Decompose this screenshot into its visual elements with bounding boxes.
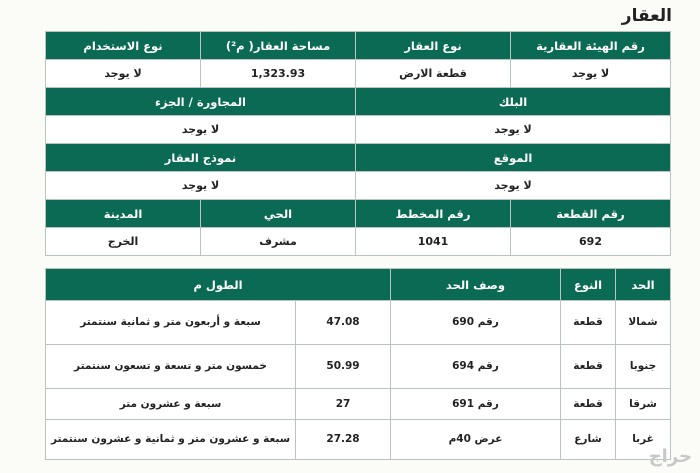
cell-length-text: خمسون متر و تسعة و تسعون سنتمتر bbox=[46, 345, 296, 389]
header-block: البلك bbox=[356, 88, 671, 116]
header-city: المدينة bbox=[46, 200, 201, 228]
value-location: لا يوجد bbox=[356, 172, 671, 200]
value-usage-type: لا يوجد bbox=[46, 60, 201, 88]
header-registry-number: رقم الهيئة العقارية bbox=[511, 32, 671, 60]
value-plot-number: 692 bbox=[511, 228, 671, 256]
cell-type: قطعة bbox=[561, 345, 616, 389]
header-property-model: نموذج العقار bbox=[46, 144, 356, 172]
header-length: الطول م bbox=[46, 269, 391, 301]
value-property-type: قطعة الارض bbox=[356, 60, 511, 88]
cell-side: جنوبا bbox=[616, 345, 671, 389]
watermark-logo: حراج bbox=[648, 446, 692, 467]
header-type: النوع bbox=[561, 269, 616, 301]
cell-length-number: 47.08 bbox=[296, 301, 391, 345]
header-property-area: مساحة العقار( م²) bbox=[201, 32, 356, 60]
cell-description: رقم 694 bbox=[391, 345, 561, 389]
table-row bbox=[46, 420, 671, 460]
header-location: الموقع bbox=[356, 144, 671, 172]
boundaries-table bbox=[45, 268, 671, 460]
value-plan-number: 1041 bbox=[356, 228, 511, 256]
value-property-area: 1,323.93 bbox=[201, 60, 356, 88]
header-side: الحد bbox=[616, 269, 671, 301]
header-neighborhood-part: المجاورة / الجزء bbox=[46, 88, 356, 116]
header-description: وصف الحد bbox=[391, 269, 561, 301]
value-property-model: لا يوجد bbox=[46, 172, 356, 200]
header-plan-number: رقم المخطط bbox=[356, 200, 511, 228]
value-neighborhood-part: لا يوجد bbox=[46, 116, 356, 144]
cell-length-text: سبعة و عشرون متر bbox=[46, 389, 296, 420]
value-block: لا يوجد bbox=[356, 116, 671, 144]
cell-type: قطعة bbox=[561, 301, 616, 345]
header-district: الحي bbox=[201, 200, 356, 228]
value-registry-number: لا يوجد bbox=[511, 60, 671, 88]
cell-side: شرقا bbox=[616, 389, 671, 420]
header-plot-number: رقم القطعة bbox=[511, 200, 671, 228]
value-city: الخرج bbox=[46, 228, 201, 256]
header-usage-type: نوع الاستخدام bbox=[46, 32, 201, 60]
table-row bbox=[46, 301, 671, 345]
cell-length-number: 50.99 bbox=[296, 345, 391, 389]
cell-type: قطعة bbox=[561, 389, 616, 420]
cell-length-text: سبعة و أربعون متر و ثمانية سنتمتر bbox=[46, 301, 296, 345]
cell-length-number: 27 bbox=[296, 389, 391, 420]
cell-type: شارع bbox=[561, 420, 616, 460]
cell-description: رقم 691 bbox=[391, 389, 561, 420]
section-title: العقار bbox=[621, 6, 672, 26]
table-row bbox=[46, 389, 671, 420]
cell-length-text: سبعة و عشرون متر و ثمانية و عشرون سنتمتر bbox=[46, 420, 296, 460]
cell-description: عرض 40م bbox=[391, 420, 561, 460]
cell-length-number: 27.28 bbox=[296, 420, 391, 460]
header-property-type: نوع العقار bbox=[356, 32, 511, 60]
cell-description: رقم 690 bbox=[391, 301, 561, 345]
cell-side: شمالا bbox=[616, 301, 671, 345]
table-row bbox=[46, 345, 671, 389]
cell-side: غربا bbox=[616, 420, 671, 460]
property-info-table bbox=[45, 31, 671, 256]
value-district: مشرف bbox=[201, 228, 356, 256]
